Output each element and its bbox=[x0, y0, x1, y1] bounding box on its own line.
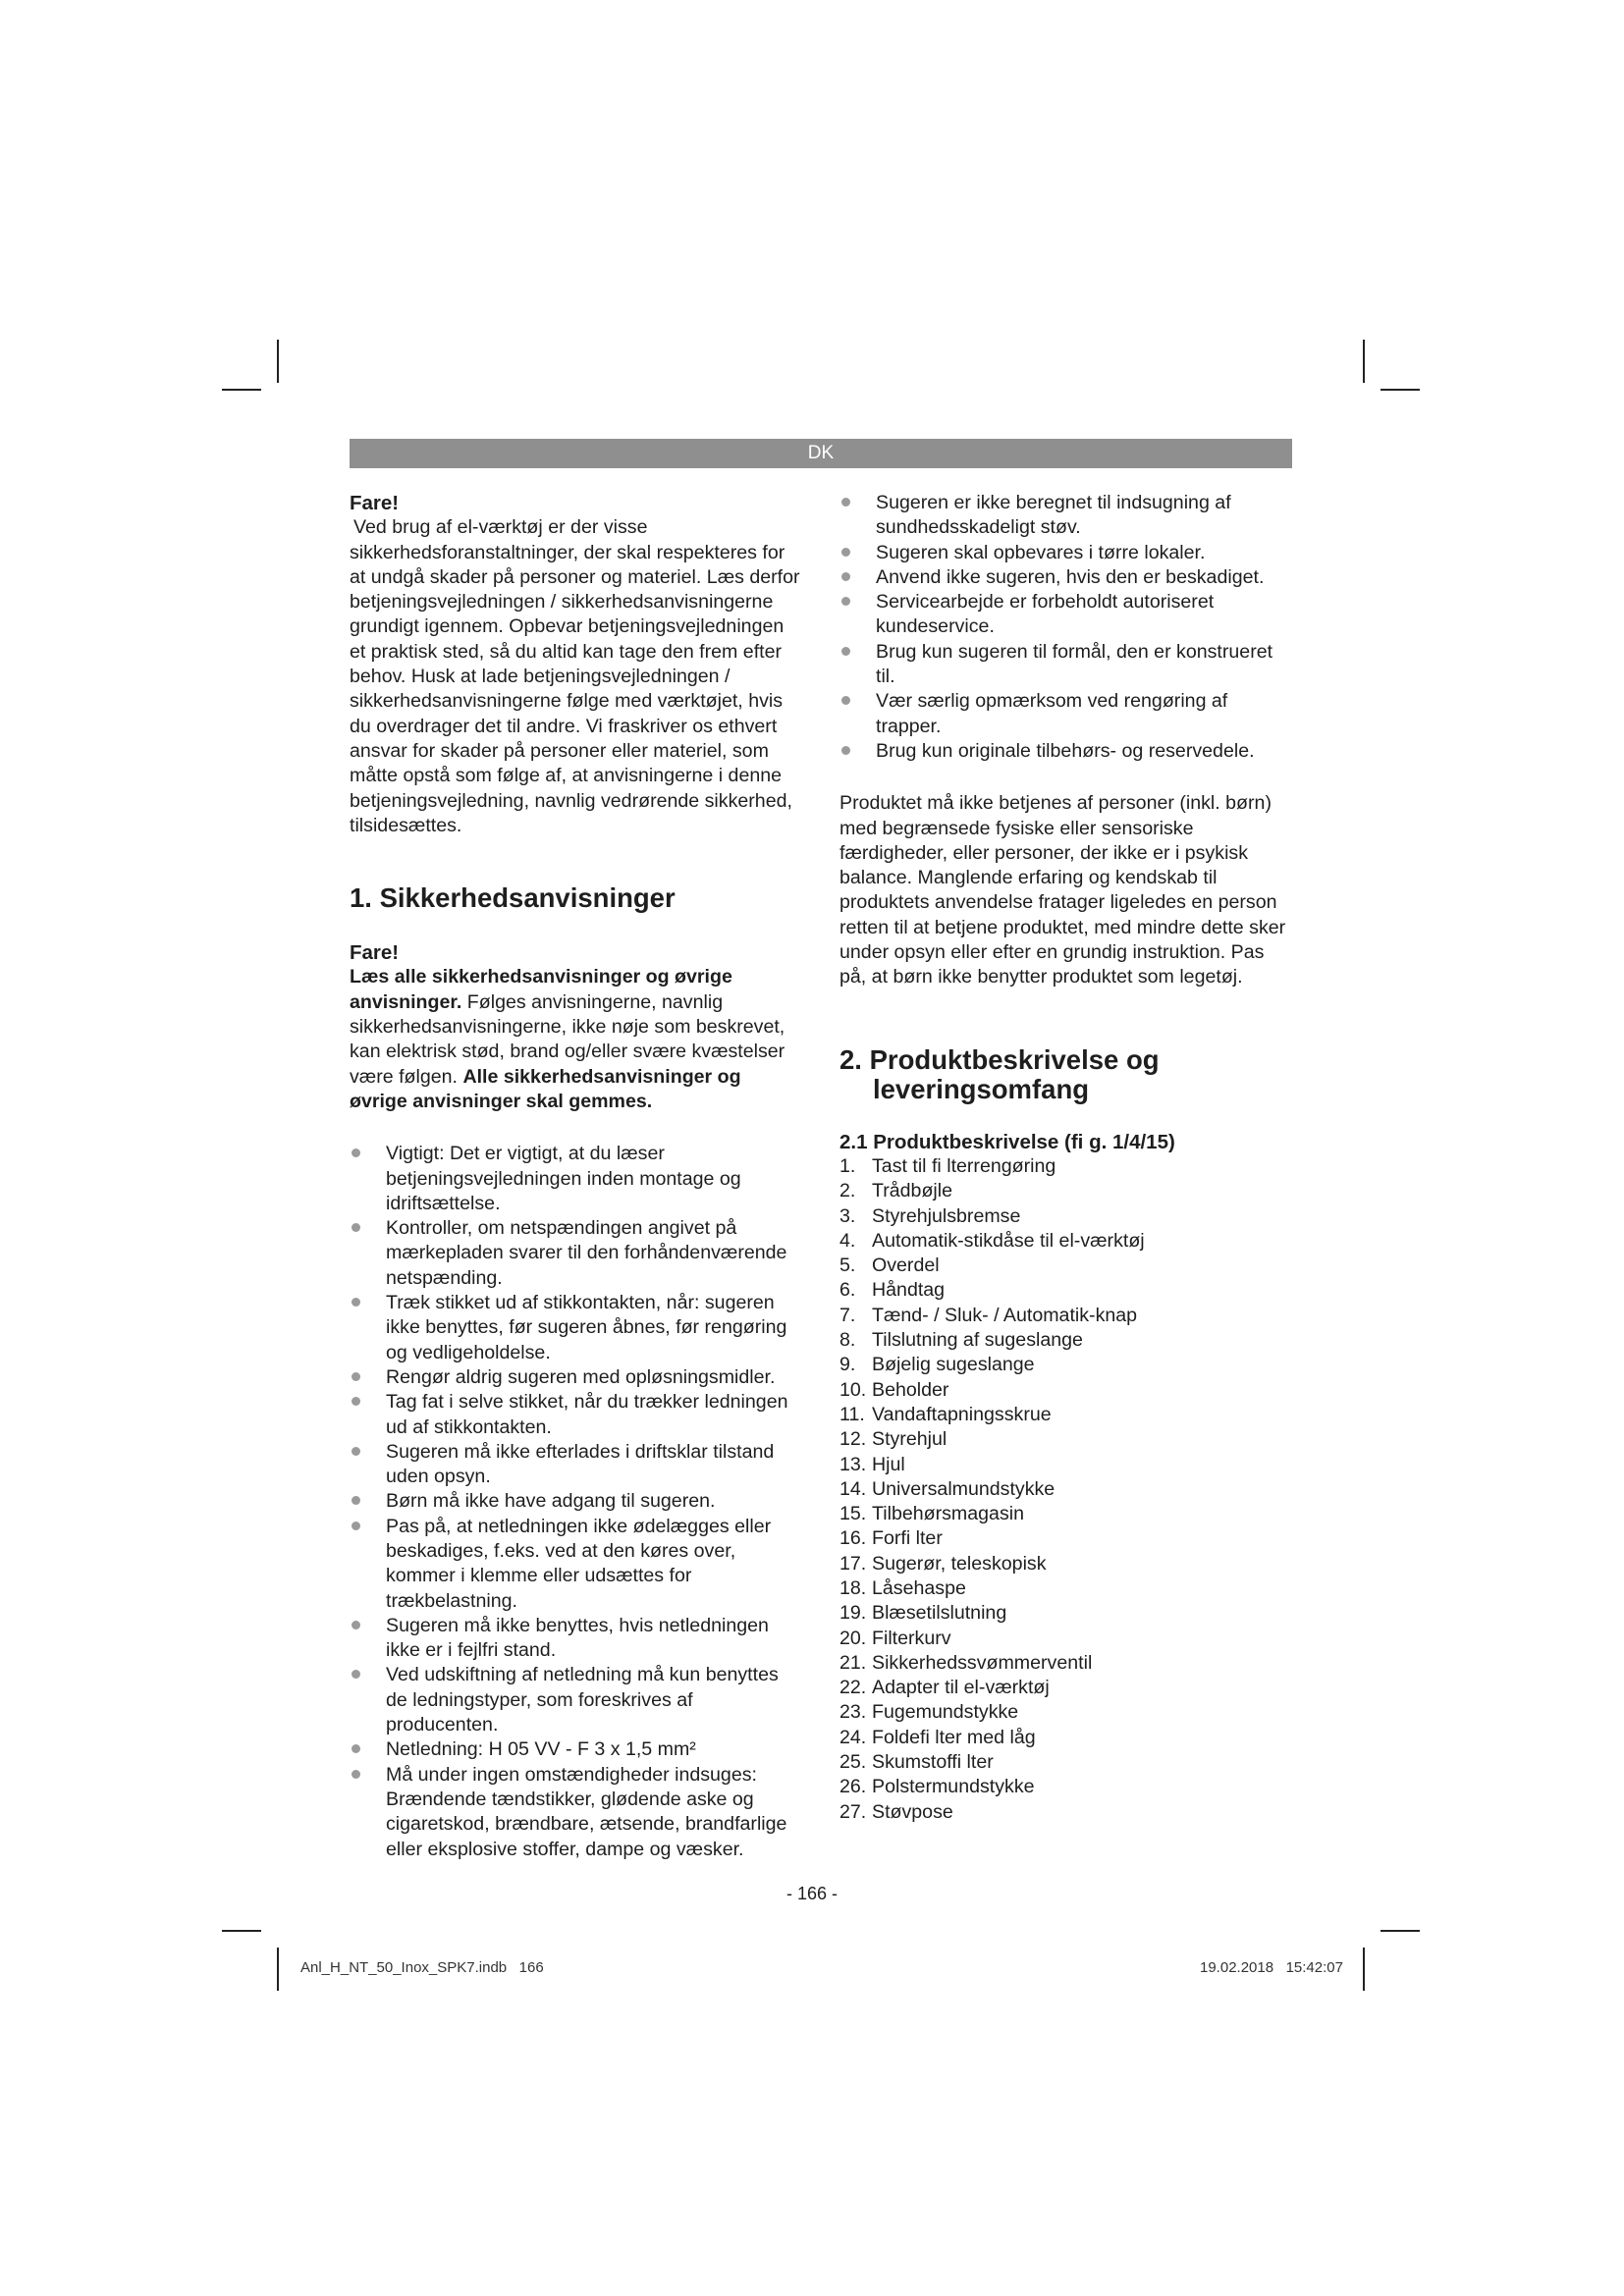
warning-title: Fare! bbox=[350, 492, 400, 514]
part-label: Adapter til el-værktøj bbox=[872, 1677, 1050, 1699]
bullet-text: Kontroller, om netspændingen angivet på mærkepladen svarer til den forhåndenværende netspænding. bbox=[386, 1217, 787, 1289]
part-number: 21. bbox=[839, 1651, 867, 1674]
section-1-bold-end: Alle sikkerhedsanvisninger og øvrige anvisninger skal gemmes. bbox=[350, 1065, 741, 1112]
bullet-text: Vær særlig opmærksom ved rengøring af trapper. bbox=[876, 690, 1228, 737]
part-number: 17. bbox=[839, 1552, 867, 1575]
list-item bbox=[839, 541, 1293, 565]
crop-mark bbox=[1380, 389, 1420, 391]
bullet-text: Må under ingen omstændigheder indsuges: Brændende tændstikker, glødende aske og cigaretskod, brændbare, ætsende, brandfarlige eller eksplosive stoffer, dampe og væsker. bbox=[386, 1763, 787, 1860]
bullet-icon bbox=[352, 1298, 360, 1307]
crop-mark bbox=[277, 1948, 279, 1991]
crop-mark bbox=[1363, 340, 1365, 383]
bullet-icon bbox=[841, 597, 850, 606]
list-item bbox=[839, 1601, 1293, 1626]
part-label: Blæsetilslutning bbox=[872, 1602, 1007, 1625]
list-item bbox=[350, 1390, 803, 1440]
part-number: 26. bbox=[839, 1776, 867, 1798]
list-item bbox=[839, 689, 1293, 739]
part-label: Trådbøjle bbox=[872, 1180, 953, 1202]
bullet-text: Servicearbejde er forbeholdt autoriseret kundeservice. bbox=[876, 591, 1215, 638]
warning-text: Ved brug af el-værktøj er der visse sikkerhedsforanstaltninger, der skal respekteres for at undgå skader på personer og materiel. Læs derfor betjeningsvejledningen / sikkerhedsanvisningerne grundigt igennem. Opbevar betjeningsvejledningen et praktisk sted, så du altid kan tage den frem efter behov. Husk at lade betjeningsvejledningen / sikkerhedsanvisningerne følge med værktøjet, hvis du overdrager det til andre. Vi fraskriver os ethvert ansvar for skader på personer eller materiel, som måtte opstå som følge af, at anvisningerne i denne betjeningsvejledning, navnlig vedrørende sikkerhed, tilsidesættes. bbox=[350, 516, 800, 836]
section-2-title-line-1: 2. Produktbeskrivelse og bbox=[839, 1043, 1160, 1075]
crop-mark bbox=[222, 1930, 261, 1932]
list-item bbox=[839, 1552, 1293, 1576]
crop-mark bbox=[222, 389, 261, 391]
bullet-text: Brug kun originale tilbehørs- og reservedele. bbox=[876, 739, 1255, 762]
section-1-intro bbox=[350, 965, 803, 1114]
list-item bbox=[839, 1304, 1293, 1328]
bullet-text: Pas på, at netledningen ikke ødelægges eller beskadiges, f.eks. ved at den køres over, kommer i klemme eller udsættes for trækbelastning. bbox=[386, 1515, 772, 1612]
bullet-icon bbox=[841, 746, 850, 755]
part-number: 24. bbox=[839, 1726, 867, 1748]
part-label: Styrehjul bbox=[872, 1428, 947, 1451]
crop-mark bbox=[1380, 1930, 1420, 1932]
list-item bbox=[839, 1477, 1293, 1502]
crop-mark bbox=[277, 340, 279, 383]
part-number: 9. bbox=[839, 1354, 856, 1376]
part-label: Sikkerhedssvømmerventil bbox=[872, 1651, 1093, 1674]
list-item bbox=[839, 1651, 1293, 1676]
bullet-text: Sugeren er ikke beregnet til indsugning af sundhedsskadeligt støv. bbox=[876, 492, 1231, 539]
bullet-icon bbox=[841, 572, 850, 581]
list-item bbox=[350, 1737, 803, 1762]
list-item bbox=[839, 1403, 1293, 1427]
part-number: 6. bbox=[839, 1279, 856, 1302]
bullet-icon bbox=[352, 1621, 360, 1629]
part-number: 4. bbox=[839, 1229, 856, 1252]
list-item bbox=[839, 590, 1293, 640]
bullet-text: Vigtigt: Det er vigtigt, at du læser betjeningsvejledningen inden montage og idriftsættelse. bbox=[386, 1143, 741, 1214]
list-item bbox=[839, 1627, 1293, 1651]
list-item bbox=[839, 1378, 1293, 1403]
part-label: Tast til fi lterrengøring bbox=[872, 1154, 1056, 1177]
list-item bbox=[350, 1663, 803, 1737]
list-item bbox=[839, 1750, 1293, 1775]
left-column bbox=[350, 491, 803, 1862]
subsection-title: 2.1 Produktbeskrivelse (fi g. 1/4/15) bbox=[839, 1130, 1175, 1153]
list-item bbox=[350, 1763, 803, 1862]
part-number: 1. bbox=[839, 1154, 856, 1177]
list-item bbox=[839, 1700, 1293, 1725]
bullet-text: Sugeren må ikke efterlades i driftsklar tilstand uden opsyn. bbox=[386, 1440, 775, 1488]
list-item bbox=[839, 1726, 1293, 1750]
right-column bbox=[839, 491, 1293, 1825]
part-label: Beholder bbox=[872, 1378, 949, 1401]
list-item bbox=[839, 1526, 1293, 1551]
list-item bbox=[839, 1576, 1293, 1601]
part-label: Tilslutning af sugeslange bbox=[872, 1329, 1083, 1352]
footer-file-name: Anl_H_NT_50_Inox_SPK7.indb 166 bbox=[300, 1959, 544, 1976]
bullet-icon bbox=[841, 696, 850, 705]
bullet-icon bbox=[841, 498, 850, 507]
part-label: Universalmundstykke bbox=[872, 1477, 1056, 1500]
list-item bbox=[839, 1427, 1293, 1452]
list-item bbox=[839, 1453, 1293, 1477]
list-item bbox=[350, 1489, 803, 1514]
part-label: Forfi lter bbox=[872, 1527, 943, 1550]
part-number: 16. bbox=[839, 1527, 867, 1550]
part-number: 5. bbox=[839, 1255, 856, 1277]
children-notice: Produktet må ikke betjenes af personer (inkl. børn) med begrænsede fysiske eller sensoriske færdigheder, eller personer, der ikke er i psykisk balance. Manglende erfaring og kendskab til produktets anvendelse fratager ligeledes en person retten til at betjene produktet, med mindre dette sker under opsyn eller efter en grundig instruktion. Pas på, at børn ikke benytter produktet som legetøj. bbox=[839, 792, 1286, 988]
bullet-icon bbox=[841, 647, 850, 656]
bullet-icon bbox=[352, 1447, 360, 1456]
part-label: Tænd- / Sluk- / Automatik-knap bbox=[872, 1304, 1138, 1326]
bullet-icon bbox=[841, 548, 850, 557]
part-number: 18. bbox=[839, 1576, 867, 1599]
bullet-text: Netledning: H 05 VV - F 3 x 1,5 mm² bbox=[386, 1738, 696, 1761]
list-item bbox=[839, 1278, 1293, 1303]
list-item bbox=[839, 565, 1293, 590]
part-label: Skumstoffi lter bbox=[872, 1751, 994, 1774]
part-number: 8. bbox=[839, 1329, 856, 1352]
bullet-icon bbox=[352, 1770, 360, 1779]
list-item bbox=[839, 1676, 1293, 1700]
list-item bbox=[839, 491, 1293, 541]
bullet-text: Sugeren skal opbevares i tørre lokaler. bbox=[876, 541, 1206, 563]
list-item bbox=[350, 1614, 803, 1664]
list-item bbox=[350, 1216, 803, 1291]
part-label: Filterkurv bbox=[872, 1627, 951, 1649]
part-label: Låsehaspe bbox=[872, 1576, 966, 1599]
bullet-icon bbox=[352, 1670, 360, 1679]
list-item bbox=[350, 1291, 803, 1365]
bullet-text: Børn må ikke have adgang til sugeren. bbox=[386, 1490, 716, 1513]
part-number: 15. bbox=[839, 1503, 867, 1525]
page-number: - 166 - bbox=[785, 1884, 839, 1903]
part-number: 12. bbox=[839, 1428, 867, 1451]
bullet-text: Ved udskiftning af netledning må kun benyttes de ledningstyper, som foreskrives af producenten. bbox=[386, 1664, 779, 1736]
section-1-text: Følges anvisningerne, navnlig sikkerhedsanvisningerne, ikke nøje som beskrevet, kan elektrisk stød, brand og/eller svære kvæstelser være følgen. bbox=[350, 990, 785, 1088]
list-item bbox=[839, 1775, 1293, 1799]
section-1-warning-title: Fare! bbox=[350, 941, 400, 965]
list-item bbox=[839, 1229, 1293, 1254]
list-item bbox=[839, 1179, 1293, 1203]
section-2-title-line-2: leveringsomfang bbox=[873, 1073, 1090, 1104]
list-item bbox=[839, 1353, 1293, 1377]
list-item bbox=[839, 739, 1293, 764]
part-number: 7. bbox=[839, 1304, 856, 1326]
part-number: 10. bbox=[839, 1378, 867, 1401]
part-label: Støvpose bbox=[872, 1800, 953, 1823]
part-label: Overdel bbox=[872, 1255, 940, 1277]
list-item bbox=[839, 1204, 1293, 1229]
part-number: 13. bbox=[839, 1453, 867, 1475]
part-label: Tilbehørsmagasin bbox=[872, 1503, 1024, 1525]
list-item bbox=[350, 1440, 803, 1490]
part-number: 19. bbox=[839, 1602, 867, 1625]
bullet-text: Tag fat i selve stikket, når du trækker ledningen ud af stikkontakten. bbox=[386, 1391, 788, 1438]
part-label: Vandaftapningsskrue bbox=[872, 1403, 1052, 1425]
part-number: 22. bbox=[839, 1677, 867, 1699]
list-item bbox=[839, 640, 1293, 690]
list-item bbox=[839, 1800, 1293, 1825]
part-number: 11. bbox=[839, 1403, 865, 1425]
language-tag: DK bbox=[807, 443, 835, 463]
section-1-title: 1. Sikkerhedsanvisninger bbox=[350, 882, 676, 914]
part-number: 3. bbox=[839, 1204, 856, 1227]
bullet-icon bbox=[352, 1744, 360, 1753]
bullet-text: Brug kun sugeren til formål, den er konstrueret til. bbox=[876, 640, 1273, 688]
part-label: Bøjelig sugeslange bbox=[872, 1354, 1035, 1376]
part-label: Polstermundstykke bbox=[872, 1776, 1035, 1798]
list-item bbox=[839, 1154, 1293, 1179]
section-2-title bbox=[839, 1045, 1293, 1104]
bullet-icon bbox=[352, 1372, 360, 1381]
part-number: 2. bbox=[839, 1180, 856, 1202]
safety-bullet-list bbox=[350, 1142, 803, 1862]
bullet-text: Træk stikket ud af stikkontakten, når: sugeren ikke benyttes, før sugeren åbnes, før rengøring og vedligeholdelse. bbox=[386, 1292, 787, 1363]
part-number: 25. bbox=[839, 1751, 867, 1774]
part-label: Håndtag bbox=[872, 1279, 946, 1302]
part-number: 23. bbox=[839, 1701, 867, 1724]
list-item bbox=[839, 1254, 1293, 1278]
part-label: Hjul bbox=[872, 1453, 905, 1475]
part-number: 27. bbox=[839, 1800, 867, 1823]
list-item bbox=[350, 1142, 803, 1216]
part-label: Foldefi lter med låg bbox=[872, 1726, 1036, 1748]
part-label: Sugerør, teleskopisk bbox=[872, 1552, 1047, 1575]
bullet-icon bbox=[352, 1397, 360, 1406]
bullet-icon bbox=[352, 1522, 360, 1530]
bullet-icon bbox=[352, 1223, 360, 1232]
language-header-bar bbox=[350, 439, 1292, 468]
section-1-bold-intro: Læs alle sikkerhedsanvisninger og øvrige anvisninger. bbox=[350, 966, 732, 1013]
part-number: 14. bbox=[839, 1477, 867, 1500]
part-label: Fugemundstykke bbox=[872, 1701, 1019, 1724]
part-number: 20. bbox=[839, 1627, 867, 1649]
part-label: Styrehjulsbremse bbox=[872, 1204, 1021, 1227]
bullet-icon bbox=[352, 1496, 360, 1505]
usage-bullet-list bbox=[839, 491, 1293, 764]
list-item bbox=[350, 1515, 803, 1614]
bullet-text: Anvend ikke sugeren, hvis den er beskadiget. bbox=[876, 565, 1265, 588]
list-item bbox=[350, 1365, 803, 1390]
parts-list bbox=[839, 1154, 1293, 1825]
footer-date-time: 19.02.2018 15:42:07 bbox=[1200, 1959, 1343, 1976]
list-item bbox=[839, 1328, 1293, 1353]
part-label: Automatik-stikdåse til el-værktøj bbox=[872, 1229, 1145, 1252]
bullet-text: Rengør aldrig sugeren med opløsningsmidler. bbox=[386, 1365, 776, 1388]
bullet-icon bbox=[352, 1148, 360, 1157]
list-item bbox=[839, 1502, 1293, 1526]
bullet-text: Sugeren må ikke benyttes, hvis netledningen ikke er i fejlfri stand. bbox=[386, 1614, 769, 1662]
crop-mark bbox=[1363, 1948, 1365, 1991]
